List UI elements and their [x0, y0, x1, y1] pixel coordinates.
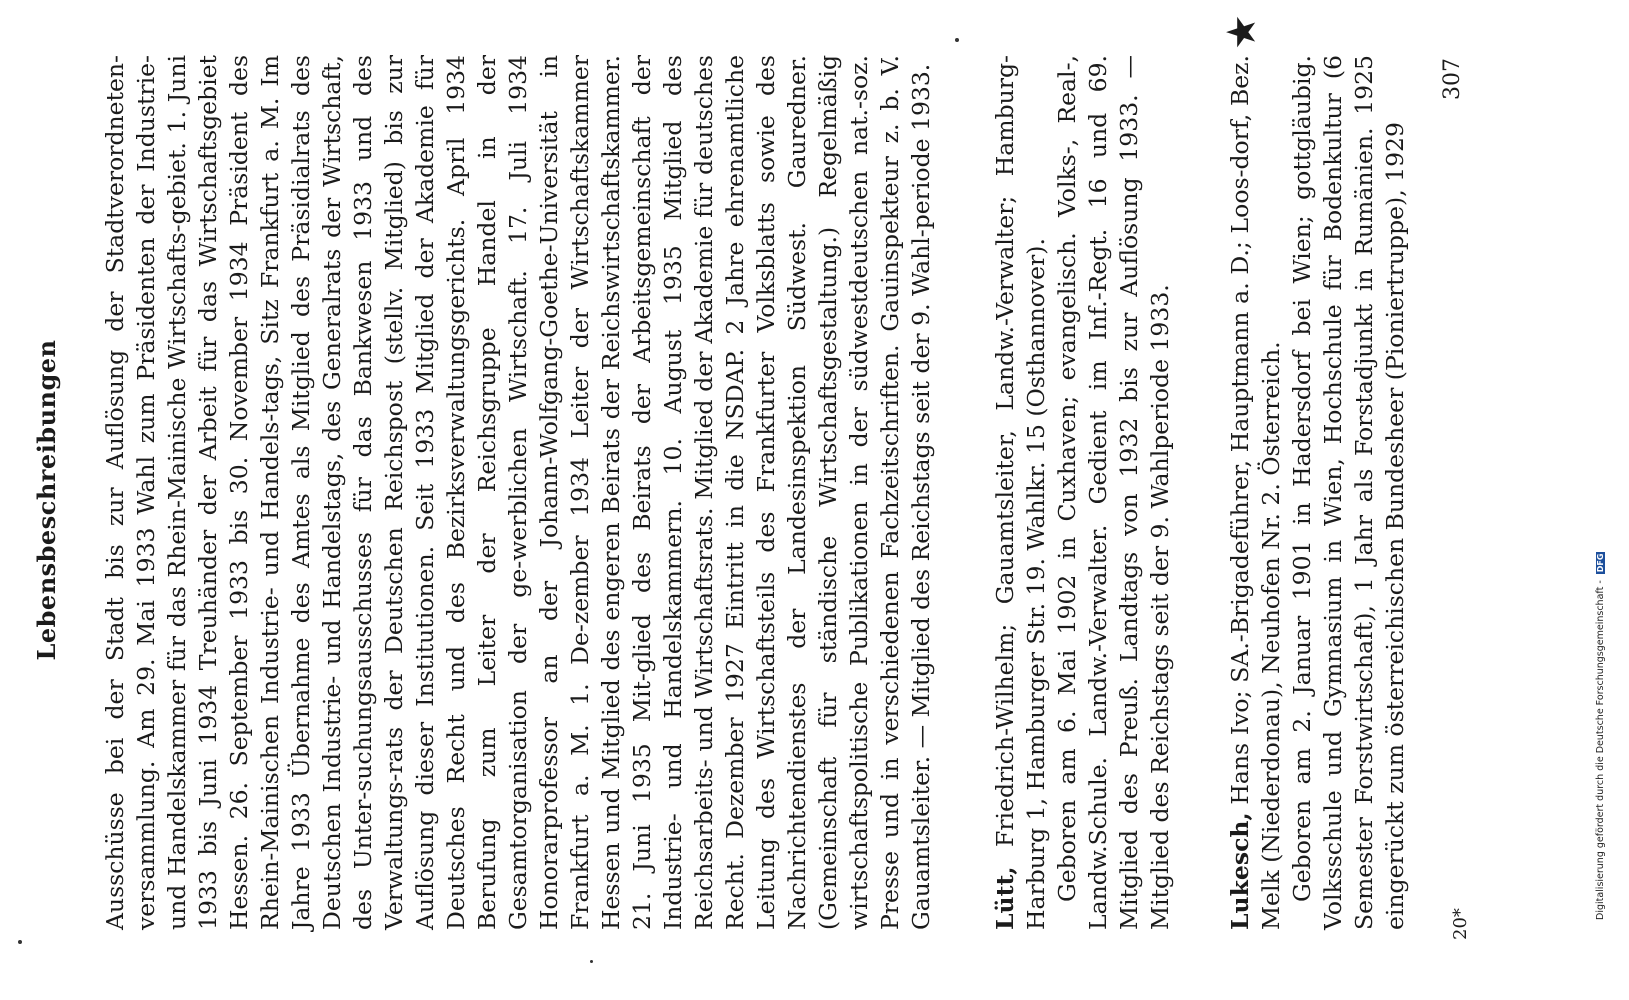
- dfg-logo-badge: DFG: [1596, 553, 1605, 573]
- bio-intro-text: Hans Ivo; SA.-Brigadeführer, Hauptmann a. D.; Loos-dorf, Bez. Melk (Niederdonau), Neuhofen Nr. 2. Österreich.: [1226, 55, 1285, 930]
- page-number: 307: [1440, 58, 1465, 100]
- bio-name: Lütt,: [991, 866, 1019, 930]
- credit-text: Digitalisierung gefördert durch die Deutsche Forschungsgemeinschaft -: [1595, 580, 1606, 920]
- bio-entry-luett: [990, 55, 1176, 930]
- bio-entry-intro: [1225, 55, 1287, 930]
- digitization-credit: [1595, 552, 1606, 920]
- page-header-title: Lebensbeschreibungen: [32, 339, 61, 661]
- star-icon: ★: [1219, 14, 1265, 50]
- bio-body-text: Geboren am 6. Mai 1902 in Cuxhaven; evangelisch. Volks-, Real-, Landw.Schule. Landw.-Verwalter. Gedient im Inf.-Regt. 16 und 69. Mitglied des Preuß. Landtags von 1932 bis zur Auflösung 1933. — Mitglied des Reichstags seit der 9. Wahlperiode 1933.: [1053, 55, 1174, 930]
- bio-entry-lukesch: [1225, 55, 1411, 930]
- printer-signature: 20*: [1450, 908, 1471, 940]
- bio-name: Lukesch,: [1226, 812, 1254, 930]
- bio-body-text: Geboren am 2. Januar 1901 in Hadersdorf bei Wien; gottgläubig. Volksschule und Gymnasium in Wien, Hochschule für Bodenkultur (6 Semester Forstwirtschaft), 1 Jahr als Forstadjunkt in Rumänien. 1925 eingerückt zum österreichischen Bundesheer (Pioniertruppe), 1929: [1288, 55, 1409, 930]
- scan-speck: [955, 38, 959, 42]
- scan-speck: [18, 940, 22, 944]
- scan-speck: [590, 960, 593, 963]
- bio-intro-text: Friedrich-Wilhelm; Gauamtsleiter, Landw.-Verwalter; Hamburg-Harburg 1, Hamburger Str. 19. Wahlkr. 15 (Osthannover).: [991, 55, 1050, 930]
- bio-entry-intro: [990, 55, 1052, 930]
- bio-continuation-text: Ausschüsse bei der Stadt bis zur Auflösung der Stadtverordneten-versammlung. Am 29. Mai 1933 Wahl zum Präsidenten der Industrie- und Handelskammer für das Rhein-Mainische Wirtschafts-gebiet. 1. Juni 1933 bis Juni 1934 Treuhänder der Arbeit für das Wirtschaftsgebiet Hessen. 26. September 1933 bis 30. November 1934 Präsident des Rhein-Mainischen Industrie- und Handels-tags, Sitz Frankfurt a. M. Im Jahre 1933 Übernahme des Amtes als Mitglied des Präsidialrats des Deutschen Industrie- und Handelstags, des Generalrats der Wirtschaft, des Unter-suchungsausschusses für das Bankwesen 1933 und des Verwaltungs-rats der Deutschen Reichspost (stellv. Mitglied) bis zur Auflösung dieser Institutionen. Seit 1933 Mitglied der Akademie für Deutsches Recht und des Bezirksverwaltungsgerichts. April 1934 Berufung zum Leiter der Reichsgruppe Handel in der Gesamtorganisation der ge-werblichen Wirtschaft. 17. Juli 1934 Honorarprofessor an der Johann-Wolfgang-Goethe-Universität in Frankfurt a. M. 1. De-zember 1934 Leiter der Wirtschaftskammer Hessen und Mitglied des engeren Beirats der Reichswirtschaftskammer. 21. Juni 1935 Mit-glied des Beirats der Arbeitsgemeinschaft der Industrie- und Handelskammern. 10. August 1935 Mitglied des Reichsarbeits- und Wirtschaftsrats. Mitglied der Akademie für deutsches Recht. Dezember 1927 Eintritt in die NSDAP. 2 Jahre ehrenamtliche Leitung des Wirtschaftsteils des Frankfurter Volksblatts sowie des Nachrichtendienstes der Landesinspektion Südwest. Gauredner. (Gemeinschaft für ständische Wirtschaftsgestaltung.) Regelmäßig wirtschaftspolitische Publikationen in der südwestdeutschen nat.-soz. Presse und in verschiedenen Fachzeitschriften. Gauinspekteur z. b. V. Gauamtsleiter. — Mitglied des Reichstags seit der 9. Wahl-periode 1933.: [101, 55, 935, 930]
- bio-continuation: [100, 55, 937, 930]
